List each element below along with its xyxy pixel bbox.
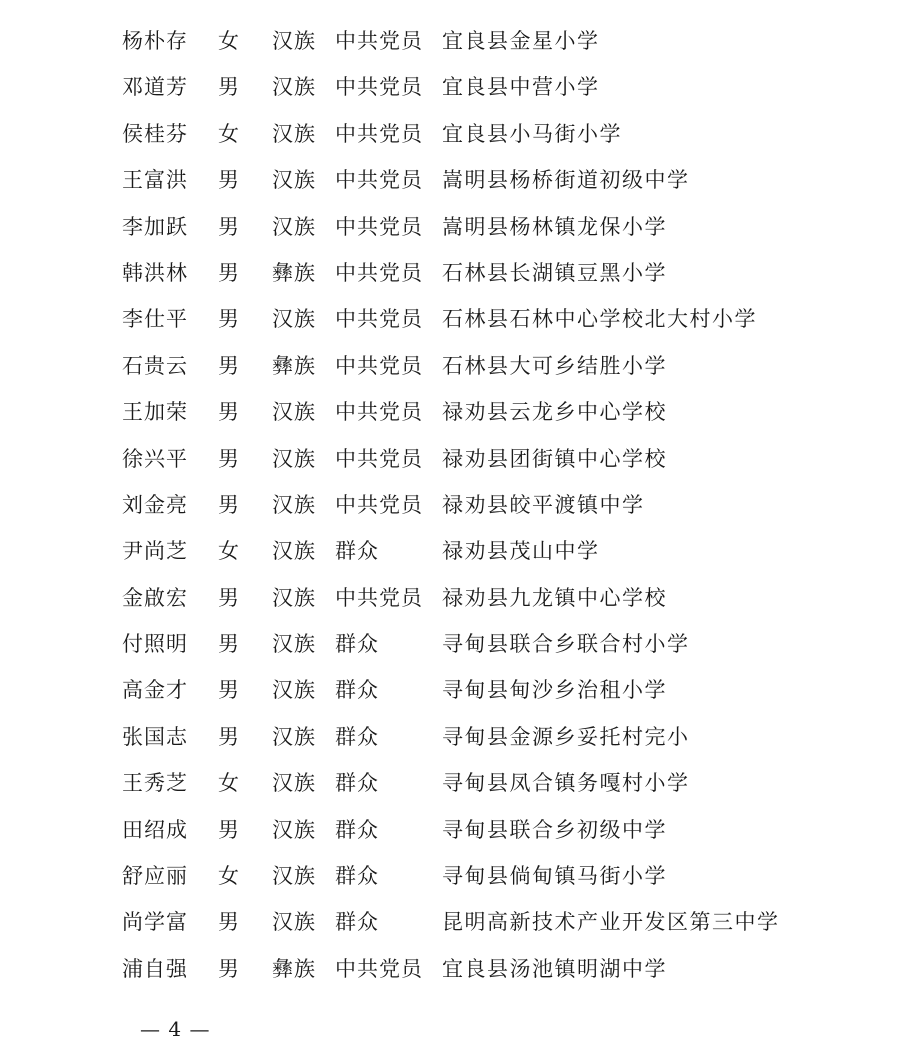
person-gender: 男 [218,724,239,749]
person-gender: 男 [218,75,239,100]
person-name: 尚学富 [122,910,188,935]
list-item [0,528,900,574]
list-item [0,760,900,806]
person-name: 田绍成 [122,817,188,842]
person-ethnicity: 汉族 [272,29,316,53]
person-ethnicity: 汉族 [272,724,316,749]
person-ethnicity: 汉族 [272,446,316,471]
person-school: 石林县石林中心学校北大村小学 [442,307,757,332]
person-political-status: 中共党员 [335,260,423,285]
person-name: 王加荣 [122,400,188,425]
list-item [0,575,900,621]
person-school: 寻甸县甸沙乡治租小学 [442,678,667,703]
person-name: 浦自强 [122,956,188,981]
person-name: 杨朴存 [122,29,188,53]
person-political-status: 中共党员 [335,168,423,193]
person-name: 韩洪林 [122,260,188,285]
list-item [0,436,900,482]
person-ethnicity: 汉族 [272,492,316,517]
person-gender: 男 [218,168,239,193]
person-school: 宜良县汤池镇明湖中学 [442,956,667,981]
list-item [0,157,900,203]
person-name: 李加跃 [122,214,188,239]
person-political-status: 中共党员 [335,492,423,517]
list-item [0,111,900,157]
person-ethnicity: 汉族 [272,214,316,239]
person-political-status: 群众 [335,724,379,749]
person-name: 侯桂芬 [122,121,188,146]
list-item [0,296,900,342]
person-ethnicity: 汉族 [272,585,316,610]
person-school: 禄劝县云龙乡中心学校 [442,400,667,425]
person-gender: 女 [218,29,239,53]
person-ethnicity: 汉族 [272,539,316,564]
list-item [0,853,900,899]
person-school: 昆明高新技术产业开发区第三中学 [442,910,780,935]
page-number: — 4 — [140,1017,211,1041]
person-ethnicity: 汉族 [272,307,316,332]
person-school: 宜良县小马街小学 [442,121,622,146]
person-ethnicity: 汉族 [272,400,316,425]
list-item [0,621,900,667]
person-school: 石林县长湖镇豆黑小学 [442,260,667,285]
person-ethnicity: 汉族 [272,817,316,842]
person-name: 石贵云 [122,353,188,378]
person-ethnicity: 汉族 [272,678,316,703]
person-school: 寻甸县联合乡初级中学 [442,817,667,842]
list-item [0,946,900,992]
list-item [0,482,900,528]
list-item [0,250,900,296]
person-political-status: 群众 [335,910,379,935]
person-political-status: 中共党员 [335,29,423,53]
list-item [0,899,900,945]
person-ethnicity: 汉族 [272,910,316,935]
person-gender: 男 [218,307,239,332]
person-political-status: 中共党员 [335,75,423,100]
list-item [0,807,900,853]
person-gender: 女 [218,121,239,146]
person-political-status: 群众 [335,678,379,703]
person-ethnicity: 汉族 [272,75,316,100]
person-gender: 女 [218,539,239,564]
person-political-status: 中共党员 [335,446,423,471]
person-name: 刘金亮 [122,492,188,517]
person-ethnicity: 汉族 [272,121,316,146]
person-name: 王秀芝 [122,771,188,796]
person-political-status: 中共党员 [335,585,423,610]
person-school: 宜良县中营小学 [442,75,600,100]
list-item [0,204,900,250]
person-political-status: 中共党员 [335,353,423,378]
person-political-status: 中共党员 [335,956,423,981]
person-school: 宜良县金星小学 [442,29,600,53]
person-school: 石林县大可乡结胜小学 [442,353,667,378]
person-school: 禄劝县茂山中学 [442,539,600,564]
person-gender: 男 [218,817,239,842]
person-gender: 男 [218,260,239,285]
list-item [0,667,900,713]
person-gender: 女 [218,864,239,889]
person-gender: 男 [218,492,239,517]
person-ethnicity: 汉族 [272,632,316,657]
person-political-status: 中共党员 [335,121,423,146]
person-name: 金啟宏 [122,585,188,610]
person-ethnicity: 汉族 [272,771,316,796]
person-name: 舒应丽 [122,864,188,889]
person-school: 寻甸县联合乡联合村小学 [442,632,690,657]
person-name: 高金才 [122,678,188,703]
person-gender: 男 [218,400,239,425]
person-name: 邓道芳 [122,75,188,100]
person-political-status: 群众 [335,539,379,564]
person-school: 禄劝县皎平渡镇中学 [442,492,645,517]
person-school: 寻甸县金源乡妥托村完小 [442,724,690,749]
person-political-status: 中共党员 [335,214,423,239]
person-name: 徐兴平 [122,446,188,471]
person-gender: 男 [218,910,239,935]
person-gender: 男 [218,585,239,610]
person-gender: 男 [218,353,239,378]
list-item [0,64,900,110]
person-school: 寻甸县凤合镇务嘎村小学 [442,771,690,796]
person-name: 王富洪 [122,168,188,193]
person-school: 寻甸县倘甸镇马街小学 [442,864,667,889]
person-gender: 男 [218,632,239,657]
person-political-status: 中共党员 [335,400,423,425]
person-gender: 男 [218,214,239,239]
person-name: 尹尚芝 [122,539,188,564]
person-ethnicity: 汉族 [272,864,316,889]
person-gender: 男 [218,678,239,703]
person-gender: 男 [218,956,239,981]
person-ethnicity: 彝族 [272,956,316,981]
person-ethnicity: 彝族 [272,353,316,378]
list-item [0,714,900,760]
person-political-status: 群众 [335,817,379,842]
person-name: 付照明 [122,632,188,657]
person-gender: 男 [218,446,239,471]
person-gender: 女 [218,771,239,796]
person-name: 张国志 [122,724,188,749]
person-school: 嵩明县杨林镇龙保小学 [442,214,667,239]
person-political-status: 中共党员 [335,307,423,332]
person-school: 禄劝县九龙镇中心学校 [442,585,667,610]
teacher-list [0,18,900,992]
person-school: 禄劝县团街镇中心学校 [442,446,667,471]
person-political-status: 群众 [335,864,379,889]
person-school: 嵩明县杨桥街道初级中学 [442,168,690,193]
list-item [0,389,900,435]
person-ethnicity: 彝族 [272,260,316,285]
list-item [0,18,900,64]
person-political-status: 群众 [335,771,379,796]
person-political-status: 群众 [335,632,379,657]
list-item [0,343,900,389]
person-name: 李仕平 [122,307,188,332]
person-ethnicity: 汉族 [272,168,316,193]
